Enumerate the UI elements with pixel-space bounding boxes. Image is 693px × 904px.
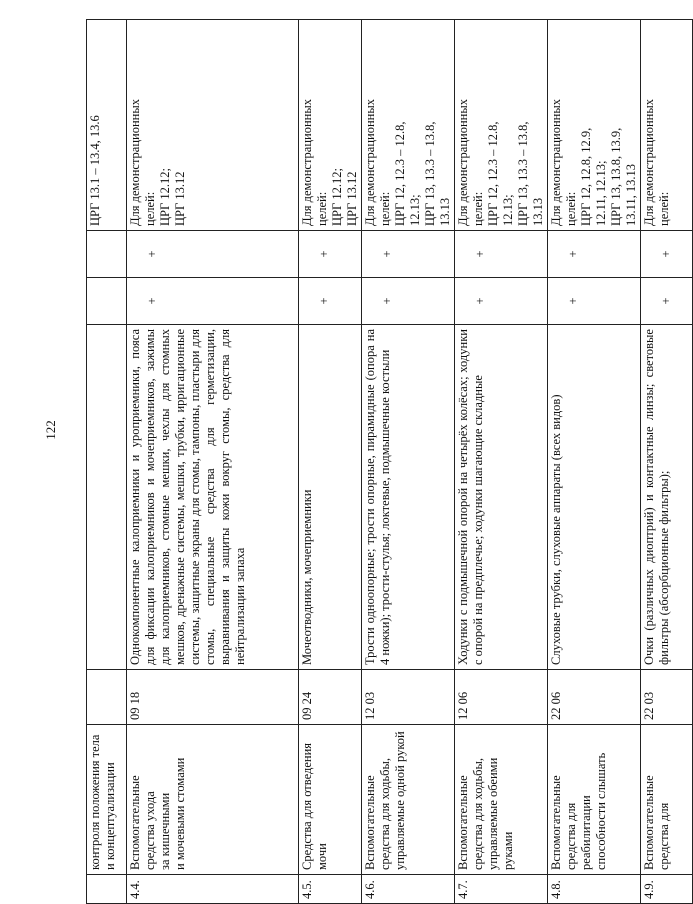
mark-cell bbox=[87, 231, 127, 278]
table-row bbox=[641, 20, 693, 904]
row-number-cell: 4.6. bbox=[362, 875, 455, 904]
purpose-note-cell: Для демонстрационных целей: ЦРГ 12.12; ЦРГ 13.12 bbox=[299, 20, 362, 231]
device-list-cell: Ходунки с подмышечной опорой на четырёх колёсах; ходунки с опорой на предплечье; ходунки шагающие складные bbox=[455, 325, 548, 670]
mark-cell: + bbox=[362, 231, 455, 278]
table-row bbox=[455, 20, 548, 904]
classification-code-cell: 12 06 bbox=[455, 670, 548, 725]
page-number: 122 bbox=[43, 420, 58, 440]
device-group-cell: Вспомогательные средства для ходьбы, управляемые одной рукой bbox=[362, 725, 455, 875]
rotated-table-sheet bbox=[86, 20, 673, 904]
table-row bbox=[127, 20, 299, 904]
purpose-note-cell: Для демонстрационных целей: bbox=[641, 20, 693, 231]
device-list-cell: Трости одноопорные; трости опорные, пирамидные (опора на 4 ножки); трости-стулья; локтевые, подмышечные костыли bbox=[362, 325, 455, 670]
row-number-cell: 4.5. bbox=[299, 875, 362, 904]
mark-cell bbox=[87, 278, 127, 325]
mark-cell: + bbox=[641, 278, 693, 325]
mark-cell: + bbox=[548, 278, 641, 325]
device-group-cell: Вспомогательные средства ухода за кишечными и мочевыми стомами bbox=[127, 725, 299, 875]
device-list-cell: Очки (различных диоптрий) и контактные линзы; световые фильтры (абсорбционные фильтры); bbox=[641, 325, 693, 670]
device-group-cell: Вспомогательные средства для реабилитации способности слышать bbox=[548, 725, 641, 875]
table-row bbox=[362, 20, 455, 904]
mark-cell: + bbox=[299, 278, 362, 325]
device-group-cell: Средства для отведения мочи bbox=[299, 725, 362, 875]
purpose-note-cell: Для демонстрационных целей: ЦРГ 12, 12.8, 12.9, 12.11, 12.13; ЦРГ 13, 13.8, 13.9, 13.11, 13.13 bbox=[548, 20, 641, 231]
purpose-note-cell: Для демонстрационных целей: ЦРГ 12, 12.3 – 12.8, 12.13; ЦРГ 13, 13.3 – 13.8, 13.13 bbox=[362, 20, 455, 231]
classification-code-cell: 22 03 bbox=[641, 670, 693, 725]
mark-cell: + bbox=[127, 231, 299, 278]
device-group-cell: контроля положения тела и концептуализации bbox=[87, 725, 127, 875]
classification-code-cell: 12 03 bbox=[362, 670, 455, 725]
device-group-cell: Вспомогательные средства для ходьбы, управляемые обеими руками bbox=[455, 725, 548, 875]
purpose-note-cell: ЦРГ 13.1 – 13.4, 13.6 bbox=[87, 20, 127, 231]
device-group-cell: Вспомогательные средства для bbox=[641, 725, 693, 875]
classification-code-cell: 09 24 bbox=[299, 670, 362, 725]
mark-cell: + bbox=[362, 278, 455, 325]
purpose-note-cell: Для демонстрационных целей: ЦРГ 12.12; ЦРГ 13.12 bbox=[127, 20, 299, 231]
device-list-cell bbox=[87, 325, 127, 670]
assistive-devices-table bbox=[86, 19, 693, 904]
classification-code-cell: 22 06 bbox=[548, 670, 641, 725]
mark-cell: + bbox=[455, 231, 548, 278]
mark-cell: + bbox=[299, 231, 362, 278]
classification-code-cell: 09 18 bbox=[127, 670, 299, 725]
device-list-cell: Мочеотводники, мочеприемники bbox=[299, 325, 362, 670]
table-row bbox=[548, 20, 641, 904]
device-list-cell: Однокомпонентные калоприемники и уроприемники, пояса для фиксации калоприемников и мочеприемников, зажимы для калоприемников, стомные мешки, чехлы для стомных мешков, дренажные системы, мешки, трубки, ирригационные системы, защитные экраны для стомы, тампоны, пластыри для стомы, специальные средства для герметизации, выравнивания и защиты кожи вокруг стомы, средства для нейтрализации запаха bbox=[127, 325, 299, 670]
row-number-cell: 4.7. bbox=[455, 875, 548, 904]
mark-cell: + bbox=[548, 231, 641, 278]
row-number-cell: 4.8. bbox=[548, 875, 641, 904]
mark-cell: + bbox=[127, 278, 299, 325]
row-number-cell bbox=[87, 875, 127, 904]
row-number-cell: 4.4. bbox=[127, 875, 299, 904]
classification-code-cell bbox=[87, 670, 127, 725]
device-list-cell: Слуховые трубки, слуховые аппараты (всех видов) bbox=[548, 325, 641, 670]
table-row bbox=[87, 20, 127, 904]
row-number-cell: 4.9. bbox=[641, 875, 693, 904]
table-row bbox=[299, 20, 362, 904]
mark-cell: + bbox=[641, 231, 693, 278]
mark-cell: + bbox=[455, 278, 548, 325]
purpose-note-cell: Для демонстрационных целей: ЦРГ 12, 12.3 – 12.8, 12.13; ЦРГ 13, 13.3 – 13.8, 13.13 bbox=[455, 20, 548, 231]
